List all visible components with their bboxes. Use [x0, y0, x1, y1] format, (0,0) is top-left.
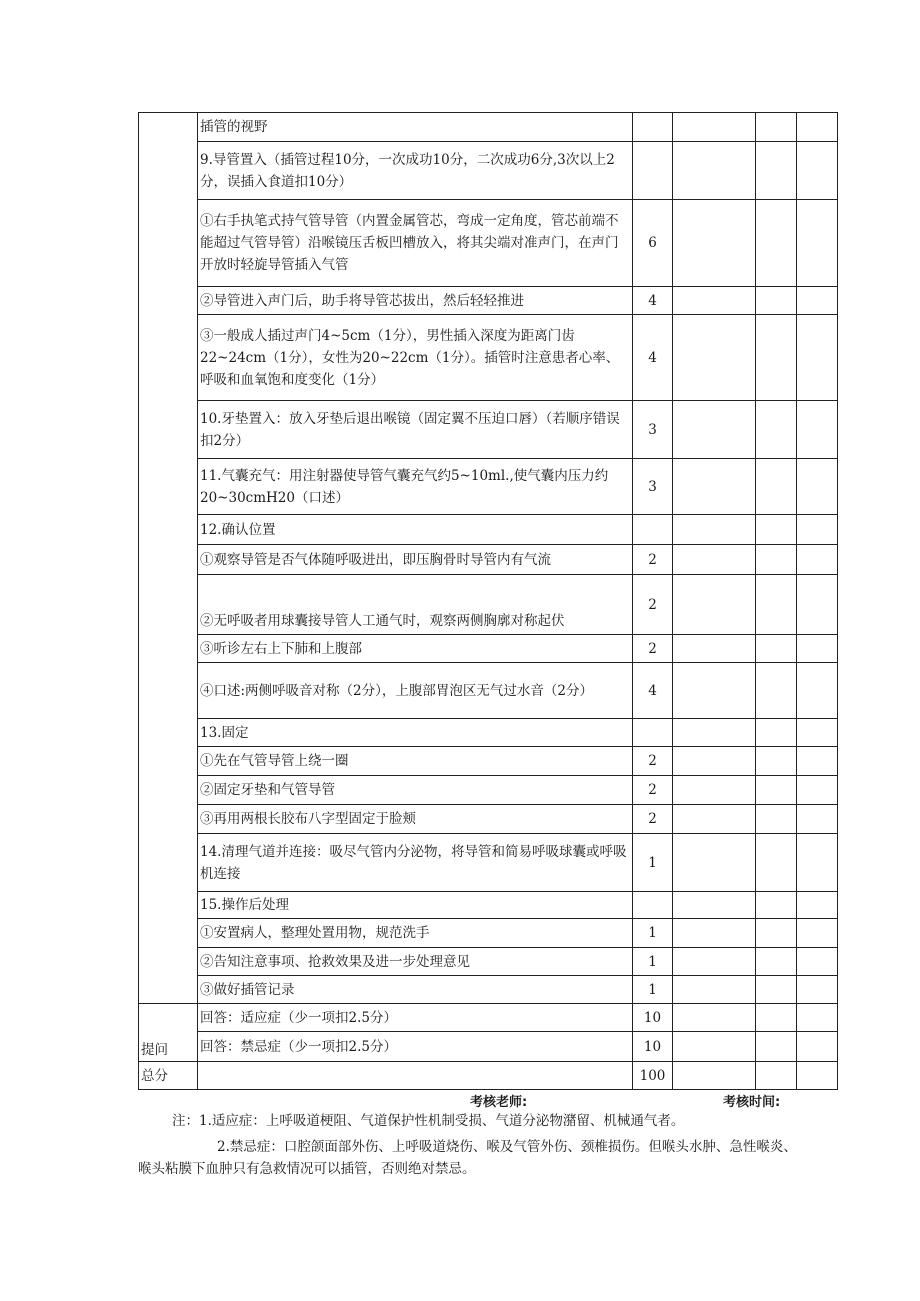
deduction-cell	[756, 545, 797, 575]
score-cell	[673, 719, 756, 747]
table-row	[139, 401, 838, 459]
deduction-cell	[756, 113, 797, 142]
points-cell: 2	[633, 575, 673, 635]
score-cell	[673, 1062, 756, 1090]
table-row	[139, 315, 838, 401]
item-text: ②导管进入声门后，助手将导管芯拔出，然后轻轻推进	[198, 287, 633, 315]
category-cell	[139, 113, 198, 1004]
table-row	[139, 776, 838, 805]
score-cell	[673, 1032, 756, 1062]
deduction-cell	[756, 747, 797, 776]
table-row	[139, 635, 838, 663]
remark-cell	[797, 919, 838, 948]
deduction-cell	[756, 776, 797, 805]
item-text: 12.确认位置	[198, 515, 633, 545]
remark-cell	[797, 663, 838, 719]
points-cell: 2	[633, 805, 673, 834]
score-cell	[673, 142, 756, 200]
deduction-cell	[756, 200, 797, 287]
item-text: 15.操作后处理	[198, 892, 633, 919]
score-cell	[673, 747, 756, 776]
item-text: ②告知注意事项、抢救效果及进一步处理意见	[198, 948, 633, 976]
deduction-cell	[756, 663, 797, 719]
table-row	[139, 1032, 838, 1062]
remark-cell	[797, 315, 838, 401]
score-cell	[673, 287, 756, 315]
score-cell	[673, 575, 756, 635]
item-text: 11.气囊充气：用注射器使导管气囊充气约5~10ml.,使气囊内压力约20~30cmH20（口述）	[198, 459, 633, 515]
remark-cell	[797, 515, 838, 545]
points-cell: 2	[633, 776, 673, 805]
remark-cell	[797, 401, 838, 459]
item-text: ③再用两根长胶布八字型固定于脸颊	[198, 805, 633, 834]
remark-cell	[797, 1062, 838, 1090]
points-cell: 1	[633, 948, 673, 976]
total-label: 总分	[139, 1062, 198, 1090]
remark-cell	[797, 113, 838, 142]
deduction-cell	[756, 919, 797, 948]
item-text: ①安置病人，整理处置用物，规范洗手	[198, 919, 633, 948]
deduction-cell	[756, 1062, 797, 1090]
deduction-cell	[756, 719, 797, 747]
deduction-cell	[756, 976, 797, 1004]
score-cell	[673, 1004, 756, 1032]
score-cell	[673, 635, 756, 663]
item-text: 插管的视野	[198, 113, 633, 142]
score-cell	[673, 459, 756, 515]
points-cell: 6	[633, 200, 673, 287]
remark-cell	[797, 459, 838, 515]
scoring-table	[138, 112, 838, 1090]
points-cell: 1	[633, 834, 673, 892]
table-row	[139, 663, 838, 719]
item-text: 13.固定	[198, 719, 633, 747]
table-row	[139, 459, 838, 515]
points-cell	[633, 113, 673, 142]
table-row	[139, 113, 838, 142]
remark-cell	[797, 834, 838, 892]
score-cell	[673, 976, 756, 1004]
table-row	[139, 1004, 838, 1032]
item-text: ①先在气管导管上绕一圈	[198, 747, 633, 776]
deduction-cell	[756, 834, 797, 892]
table-row	[139, 719, 838, 747]
points-cell	[633, 719, 673, 747]
item-text: ③一般成人插过声门4~5cm（1分），男性插入深度为距离门齿22~24cm（1分），女性为20~22cm（1分）。插管时注意患者心率、呼吸和血氧饱和度变化（1分）	[198, 315, 633, 401]
item-text: 14.清理气道并连接：吸尽气管内分泌物，将导管和简易呼吸球囊或呼吸机连接	[198, 834, 633, 892]
remark-cell	[797, 747, 838, 776]
deduction-cell	[756, 1032, 797, 1062]
deduction-cell	[756, 515, 797, 545]
remark-cell	[797, 948, 838, 976]
score-cell	[673, 545, 756, 575]
table-row	[139, 545, 838, 575]
remark-cell	[797, 142, 838, 200]
points-cell: 4	[633, 287, 673, 315]
points-cell: 4	[633, 663, 673, 719]
score-cell	[673, 892, 756, 919]
remark-cell	[797, 776, 838, 805]
points-cell: 2	[633, 635, 673, 663]
table-row	[139, 976, 838, 1004]
score-cell	[673, 919, 756, 948]
item-text: 9.导管置入（插管过程10分，一次成功10分，二次成功6分,3次以上2分，误插入食道扣10分）	[198, 142, 633, 200]
deduction-cell	[756, 315, 797, 401]
score-cell	[673, 515, 756, 545]
table-row	[139, 747, 838, 776]
deduction-cell	[756, 401, 797, 459]
remark-cell	[797, 1032, 838, 1062]
remark-cell	[797, 575, 838, 635]
deduction-cell	[756, 287, 797, 315]
item-text: 10.牙垫置入：放入牙垫后退出喉镜（固定翼不压迫口唇）（若顺序错误扣2分）	[198, 401, 633, 459]
score-cell	[673, 113, 756, 142]
points-cell: 10	[633, 1032, 673, 1062]
item-text: ①观察导管是否气体随呼吸进出，即压胸骨时导管内有气流	[198, 545, 633, 575]
item-text: ②固定牙垫和气管导管	[198, 776, 633, 805]
score-cell	[673, 401, 756, 459]
points-cell: 3	[633, 459, 673, 515]
table-row	[139, 200, 838, 287]
item-text: 回答：适应症（少一项扣2.5分）	[198, 1004, 633, 1032]
table-row	[139, 892, 838, 919]
score-cell	[673, 200, 756, 287]
points-cell: 2	[633, 545, 673, 575]
deduction-cell	[756, 1004, 797, 1032]
table-row	[139, 919, 838, 948]
table-row	[139, 142, 838, 200]
item-text: ③做好插管记录	[198, 976, 633, 1004]
table-row	[139, 948, 838, 976]
points-cell	[633, 515, 673, 545]
deduction-cell	[756, 635, 797, 663]
total-item	[198, 1062, 633, 1090]
score-cell	[673, 805, 756, 834]
score-cell	[673, 315, 756, 401]
remark-cell	[797, 976, 838, 1004]
item-text: ③听诊左右上下肺和上腹部	[198, 635, 633, 663]
points-cell: 4	[633, 315, 673, 401]
score-cell	[673, 948, 756, 976]
remark-cell	[797, 287, 838, 315]
question-category: 提问	[139, 1004, 198, 1062]
score-cell	[673, 663, 756, 719]
table-row	[139, 805, 838, 834]
item-text: 回答：禁忌症（少一项扣2.5分）	[198, 1032, 633, 1062]
score-cell	[673, 776, 756, 805]
exam-time-label: 考核时间:	[723, 1095, 781, 1110]
remark-cell	[797, 200, 838, 287]
table-row	[139, 287, 838, 315]
total-points: 100	[633, 1062, 673, 1090]
table-row	[139, 834, 838, 892]
teacher-signature-label: 考核老师:	[470, 1095, 528, 1110]
remark-cell	[797, 635, 838, 663]
deduction-cell	[756, 892, 797, 919]
remark-cell	[797, 1004, 838, 1032]
deduction-cell	[756, 575, 797, 635]
points-cell: 2	[633, 747, 673, 776]
remark-cell	[797, 805, 838, 834]
points-cell	[633, 142, 673, 200]
table-row	[139, 575, 838, 635]
points-cell: 10	[633, 1004, 673, 1032]
remark-cell	[797, 719, 838, 747]
points-cell: 1	[633, 919, 673, 948]
item-text: ②无呼吸者用球囊接导管人工通气时，观察两侧胸廓对称起伏	[198, 575, 633, 635]
note-indications: 注：1.适应症：上呼吸道梗阻、气道保护性机制受损、气道分泌物潴留、机械通气者。	[172, 1113, 685, 1129]
deduction-cell	[756, 948, 797, 976]
item-text: ①右手执笔式持气管导管（内置金属管芯，弯成一定角度，管芯前端不能超过气管导管）沿喉镜压舌板凹槽放入，将其尖端对准声门，在声门开放时轻旋导管插入气管	[198, 200, 633, 287]
total-row	[139, 1062, 838, 1090]
points-cell: 3	[633, 401, 673, 459]
deduction-cell	[756, 459, 797, 515]
deduction-cell	[756, 142, 797, 200]
points-cell	[633, 892, 673, 919]
item-text: ④口述:两侧呼吸音对称（2分），上腹部胃泡区无气过水音（2分）	[198, 663, 633, 719]
score-cell	[673, 834, 756, 892]
note-contraindications: 2.禁忌症：口腔颌面部外伤、上呼吸道烧伤、喉及气管外伤、颈椎损伤。但喉头水肿、急性喉炎、喉头粘膜下血肿只有急救情况可以插管，否则绝对禁忌。	[138, 1139, 797, 1177]
remark-cell	[797, 892, 838, 919]
table-row	[139, 515, 838, 545]
points-cell: 1	[633, 976, 673, 1004]
deduction-cell	[756, 805, 797, 834]
remark-cell	[797, 545, 838, 575]
